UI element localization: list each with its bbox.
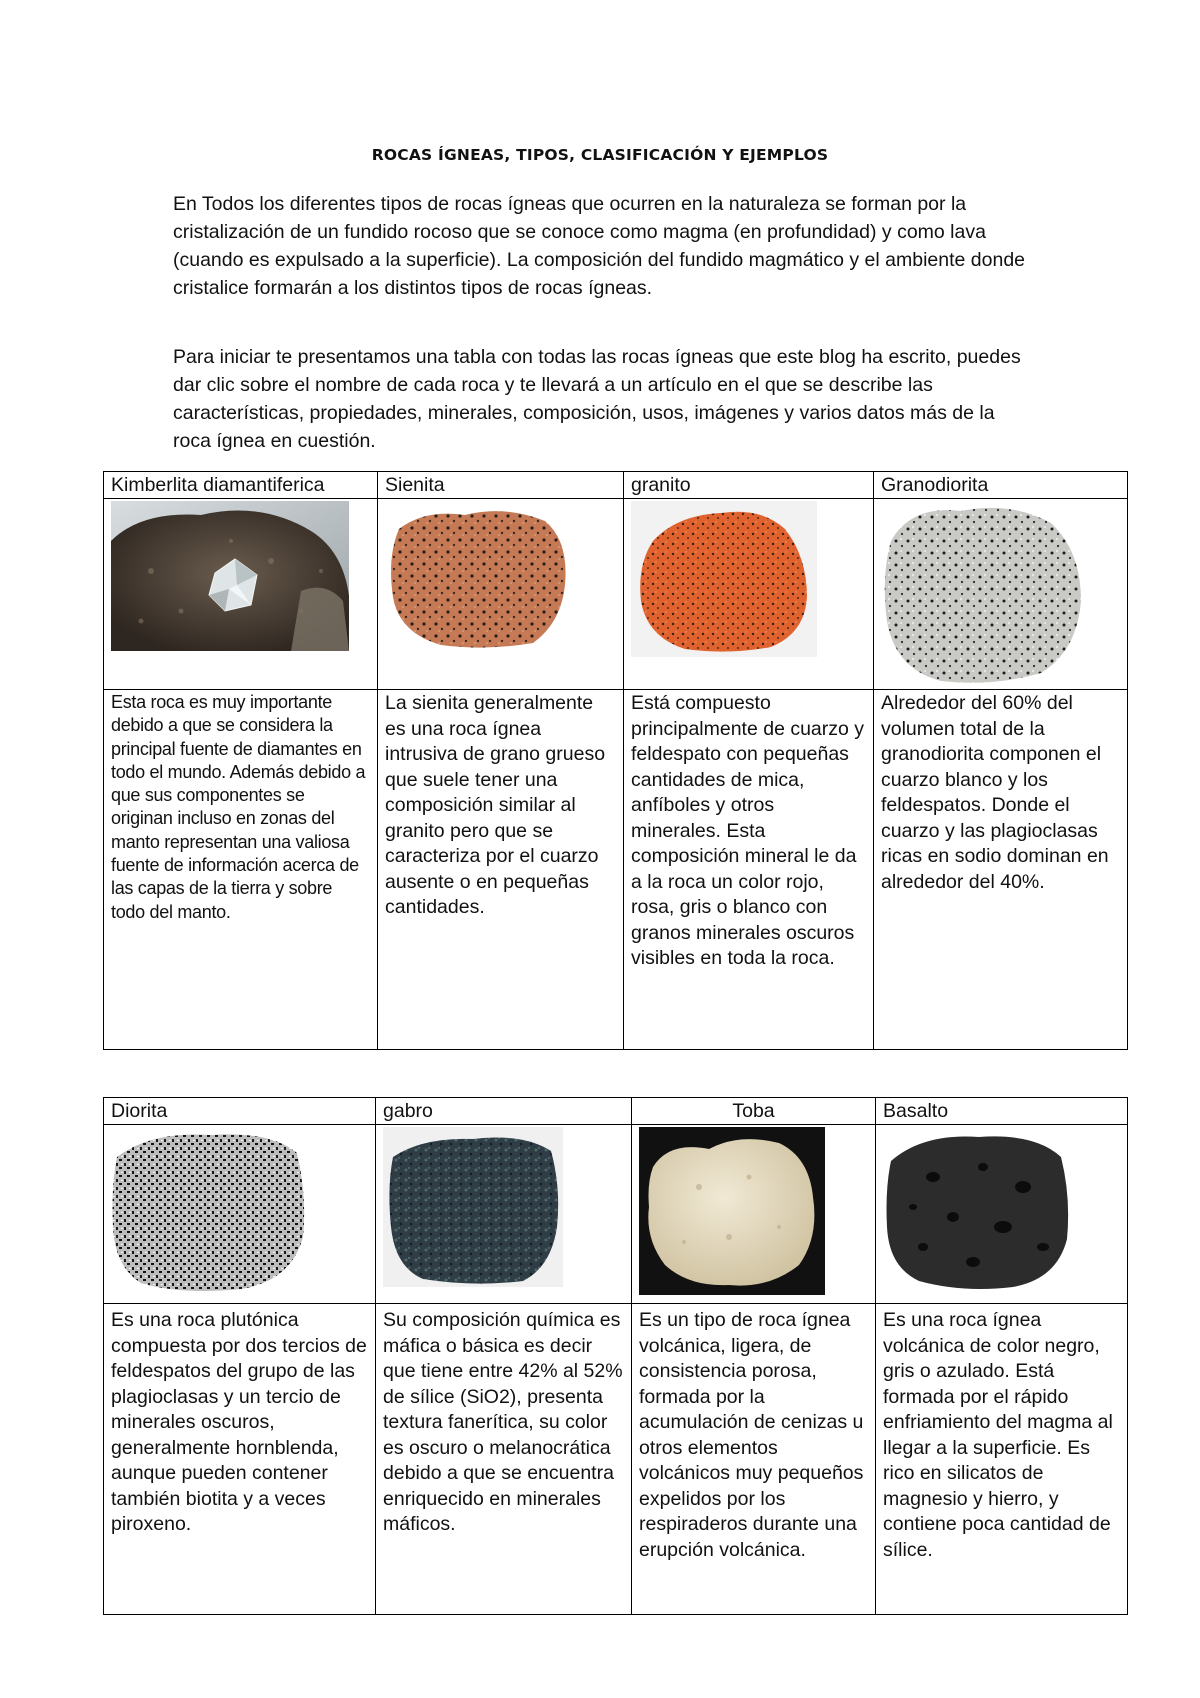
table-row-descriptions: [104, 690, 1128, 1050]
rock-name-diorita[interactable]: Diorita: [104, 1098, 376, 1125]
table-row-names: [104, 472, 1128, 499]
rock-name-basalto[interactable]: Basalto: [876, 1098, 1128, 1125]
image-cell: [376, 1125, 632, 1304]
table-row-descriptions: [104, 1304, 1128, 1615]
page-title: ROCAS ÍGNEAS, TIPOS, CLASIFICACIÓN Y EJEMPLOS: [371, 146, 829, 164]
basalt-rock-photo: [883, 1127, 1069, 1293]
intro-paragraph-2: Para iniciar te presentamos una tabla con todas las rocas ígneas que este blog ha escrito, puedes dar clic sobre el nombre de cada roca y te llevará a un artículo en el que se describe las características, propiedades, minerales, composición, usos, imágenes y varios datos más de la roca ígnea en cuestión.: [173, 346, 1021, 452]
rocks-table-2: [103, 1097, 1128, 1615]
intro-paragraph: En Todos los diferentes tipos de rocas ígneas que ocurren en la naturaleza se forman por la cristalización de un fundido rocoso que se conoce como magma (en profundidad) y como lava (cuando es expulsado a la superficie). La composición del fundido magmático y el ambiente donde cristalice formarán a los distintos tipos de rocas ígneas.: [173, 193, 1026, 299]
rock-name-granodiorita[interactable]: Granodiorita: [874, 472, 1128, 499]
rock-name-granito[interactable]: granito: [624, 472, 874, 499]
rock-description-kimberlita: Esta roca es muy importante debido a que se considera la principal fuente de diamantes en todo el mundo. Además debido a que sus componentes se originan incluso en zonas del manto representan una valiosa fuente de información acerca de las capas de la tierra y sobre todo del manto.: [104, 690, 378, 1050]
image-cell: [378, 499, 624, 690]
image-cell: [874, 499, 1128, 690]
rock-description-basalto: Es una roca ígnea volcánica de color negro, gris o azulado. Está formada por el rápido enfriamiento del magma al llegar a la superficie. Es rico en silicatos de magnesio y hierro, y contiene poca cantidad de sílice.: [876, 1304, 1128, 1615]
image-cell: [624, 499, 874, 690]
rock-description-gabro: Su composición química es máfica o básica es decir que tiene entre 42% al 52% de sílice (SiO2), presenta textura fanerítica, su color es oscuro o melanocrática debido a que se encuentra enriquecido en minerales máficos.: [376, 1304, 632, 1615]
image-cell: [104, 1125, 376, 1304]
table-row-images: [104, 1125, 1128, 1304]
rock-name-sienita[interactable]: Sienita: [378, 472, 624, 499]
table-row-images: [104, 499, 1128, 690]
rocks-table-1: [103, 471, 1128, 1050]
rock-description-diorita: Es una roca plutónica compuesta por dos tercios de feldespatos del grupo de las plagioclasas y un tercio de minerales oscuros, generalmente hornblenda, aunque pueden contener también biotita y a veces piroxeno.: [104, 1304, 376, 1615]
granite-rock-photo: [631, 501, 817, 657]
rock-name-gabro[interactable]: gabro: [376, 1098, 632, 1125]
rock-description-granito: Está compuesto principalmente de cuarzo y feldespato con pequeñas cantidades de mica, anfíboles y otros minerales. Esta composición mineral le da a la roca un color rojo, rosa, gris o blanco con granos minerales oscuros visibles en toda la roca.: [624, 690, 874, 1050]
tuff-rock-photo: [639, 1127, 825, 1295]
gabbro-rock-photo: [383, 1127, 563, 1287]
granodiorite-rock-photo: [881, 501, 1087, 687]
rock-description-toba: Es un tipo de roca ígnea volcánica, ligera, de consistencia porosa, formada por la acumulación de cenizas u otros elementos volcánicos muy pequeños expelidos por los respiraderos durante una erupción volcánica.: [632, 1304, 876, 1615]
syenite-rock-photo: [385, 501, 573, 651]
table-row-names: [104, 1098, 1128, 1125]
rock-name-kimberlita[interactable]: Kimberlita diamantiferica: [104, 472, 378, 499]
image-cell: [632, 1125, 876, 1304]
image-cell: [876, 1125, 1128, 1304]
image-cell: [104, 499, 378, 690]
diorite-rock-photo: [111, 1127, 307, 1293]
rock-description-sienita: La sienita generalmente es una roca ígnea intrusiva de grano grueso que suele tener una composición similar al granito pero que se caracteriza por el cuarzo ausente o en pequeñas cantidades.: [378, 690, 624, 1050]
kimberlite-with-diamond-photo: [111, 501, 349, 651]
rock-description-granodiorita: Alrededor del 60% del volumen total de la granodiorita componen el cuarzo blanco y los feldespatos. Donde el cuarzo y las plagioclasas ricas en sodio dominan en alrededor del 40%.: [874, 690, 1128, 1050]
rock-name-toba[interactable]: Toba: [632, 1098, 876, 1125]
